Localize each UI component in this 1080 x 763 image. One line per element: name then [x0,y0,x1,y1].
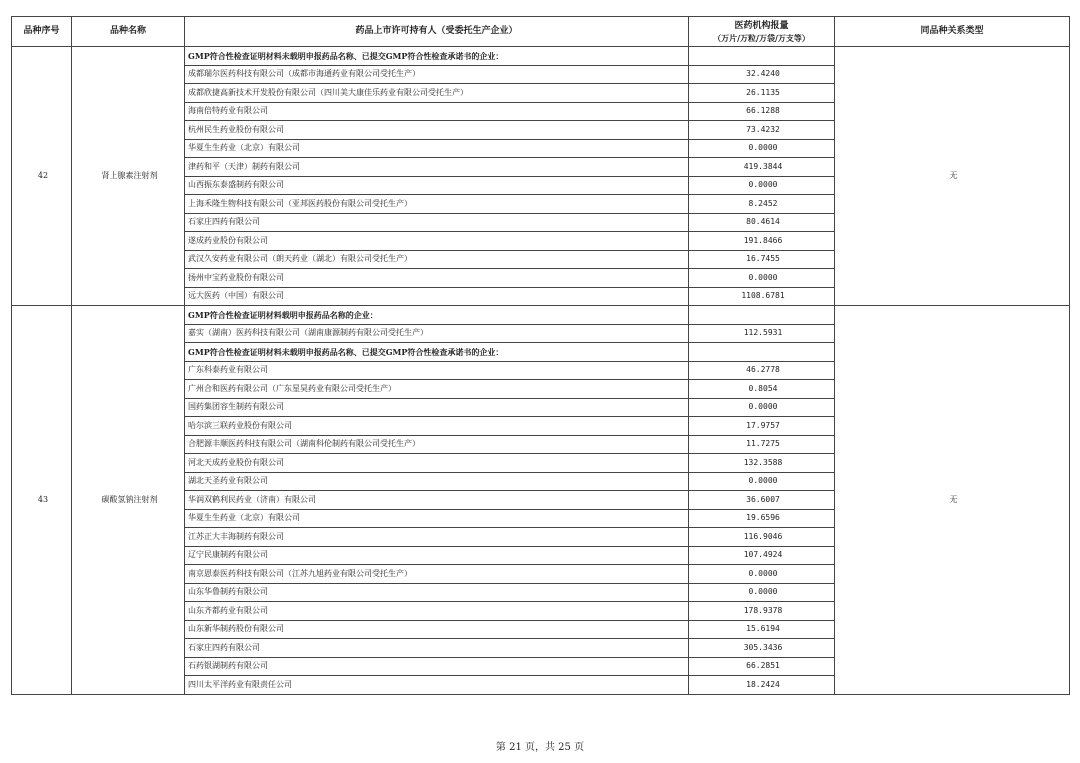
quantity-cell: 66.1288 [689,102,835,121]
quantity-cell: 419.3844 [689,158,835,177]
quantity-cell: 0.8054 [689,380,835,399]
quantity-cell [689,306,835,325]
holder-name: 遂成药业股份有限公司 [185,232,689,251]
quantity-cell: 26.1135 [689,84,835,103]
quantity-cell: 0.0000 [689,398,835,417]
quantity-cell: 36.6007 [689,491,835,510]
table-section-header-row [12,306,1070,325]
header-holder: 药品上市许可持有人（受委托生产企业） [185,17,689,47]
quantity-cell: 116.9046 [689,528,835,547]
quantity-cell: 1108.6781 [689,287,835,306]
holder-name: 华夏生生药业（北京）有限公司 [185,139,689,158]
holder-name: 石家庄四药有限公司 [185,639,689,658]
quantity-cell: 132.3588 [689,454,835,473]
quantity-cell: 0.0000 [689,176,835,195]
quantity-cell: 73.4232 [689,121,835,140]
section-header-text: GMP符合性检查证明材料载明申报药品名称的企业： [185,306,689,325]
quantity-cell [689,343,835,362]
holder-name: 南京恩泰医药科技有限公司（江苏九旭药业有限公司受托生产） [185,565,689,584]
holder-name: 山东齐都药业有限公司 [185,602,689,621]
holder-name: 华夏生生药业（北京）有限公司 [185,509,689,528]
quantity-cell: 17.9757 [689,417,835,436]
drug-quantity-table [11,16,1070,695]
holder-name: 国药集团容生制药有限公司 [185,398,689,417]
relation-type: 无 [835,306,1070,695]
quantity-cell: 32.4240 [689,65,835,84]
holder-name: 江苏正大丰海制药有限公司 [185,528,689,547]
holder-name: 山东华鲁制药有限公司 [185,583,689,602]
holder-name: 杭州民生药业股份有限公司 [185,121,689,140]
quantity-cell [689,47,835,66]
quantity-cell: 11.7275 [689,435,835,454]
holder-name: 上海禾隆生物科技有限公司（亚邦医药股份有限公司受托生产） [185,195,689,214]
table-body [12,47,1070,695]
holder-name: 山东新华制药股份有限公司 [185,620,689,639]
quantity-cell: 19.6596 [689,509,835,528]
quantity-cell: 0.0000 [689,269,835,288]
quantity-cell: 0.0000 [689,565,835,584]
quantity-cell: 80.4614 [689,213,835,232]
holder-name: 津药和平（天津）制药有限公司 [185,158,689,177]
section-header-text: GMP符合性检查证明材料未载明申报药品名称、已提交GMP符合性检查承诺书的企业： [185,47,689,66]
holder-name: 山西振东泰盛制药有限公司 [185,176,689,195]
quantity-cell: 66.2851 [689,657,835,676]
holder-name: 石家庄四药有限公司 [185,213,689,232]
quantity-cell: 15.6194 [689,620,835,639]
table-section-header-row [12,47,1070,66]
holder-name: 远大医药（中国）有限公司 [185,287,689,306]
quantity-cell: 107.4924 [689,546,835,565]
header-qty-label: 医药机构报量 [734,20,789,31]
quantity-cell: 305.3436 [689,639,835,658]
holder-name: 湖北天圣药业有限公司 [185,472,689,491]
quantity-cell: 46.2778 [689,361,835,380]
holder-name: 武汉久安药业有限公司（朗天药业（湖北）有限公司受托生产） [185,250,689,269]
header-seq: 品种序号 [12,17,72,47]
variety-name: 肾上腺素注射剂 [72,47,185,306]
quantity-cell: 191.8466 [689,232,835,251]
quantity-cell: 0.0000 [689,472,835,491]
quantity-cell: 112.5931 [689,324,835,343]
header-qty [689,17,835,47]
page-number: 第 21 页，共 25 页 [495,742,585,753]
header-relation: 同品种关系类型 [835,17,1070,47]
holder-name: 广州合和医药有限公司（广东星昊药业有限公司受托生产） [185,380,689,399]
variety-name: 碳酸氢钠注射剂 [72,306,185,695]
quantity-cell: 178.9378 [689,602,835,621]
quantity-cell: 8.2452 [689,195,835,214]
quantity-cell: 18.2424 [689,676,835,695]
holder-name: 合肥源丰顺医药科技有限公司（湖南科伦制药有限公司受托生产） [185,435,689,454]
quantity-cell: 16.7455 [689,250,835,269]
quantity-cell: 0.0000 [689,139,835,158]
variety-seq: 43 [12,306,72,695]
holder-name: 嘉实（湖南）医药科技有限公司（湖南康源制药有限公司受托生产） [185,324,689,343]
holder-name: 四川太平洋药业有限责任公司 [185,676,689,695]
holder-name: 扬州中宝药业股份有限公司 [185,269,689,288]
quantity-cell: 0.0000 [689,583,835,602]
header-qty-unit: （万片/万粒/万袋/万支等） [713,32,810,43]
relation-type: 无 [835,47,1070,306]
holder-name: 广东科泰药业有限公司 [185,361,689,380]
holder-name: 成都瑞尔医药科技有限公司（成都市海通药业有限公司受托生产） [185,65,689,84]
holder-name: 辽宁民康制药有限公司 [185,546,689,565]
variety-seq: 42 [12,47,72,306]
table-header-row [12,17,1070,47]
header-name: 品种名称 [72,17,185,47]
holder-name: 哈尔滨三联药业股份有限公司 [185,417,689,436]
holder-name: 河北天成药业股份有限公司 [185,454,689,473]
holder-name: 石药银湖制药有限公司 [185,657,689,676]
holder-name: 华润双鹤利民药业（济南）有限公司 [185,491,689,510]
section-header-text: GMP符合性检查证明材料未载明申报药品名称、已提交GMP符合性检查承诺书的企业： [185,343,689,362]
holder-name: 成都欣捷高新技术开发股份有限公司（四川美大康佳乐药业有限公司受托生产） [185,84,689,103]
holder-name: 海南倍特药业有限公司 [185,102,689,121]
